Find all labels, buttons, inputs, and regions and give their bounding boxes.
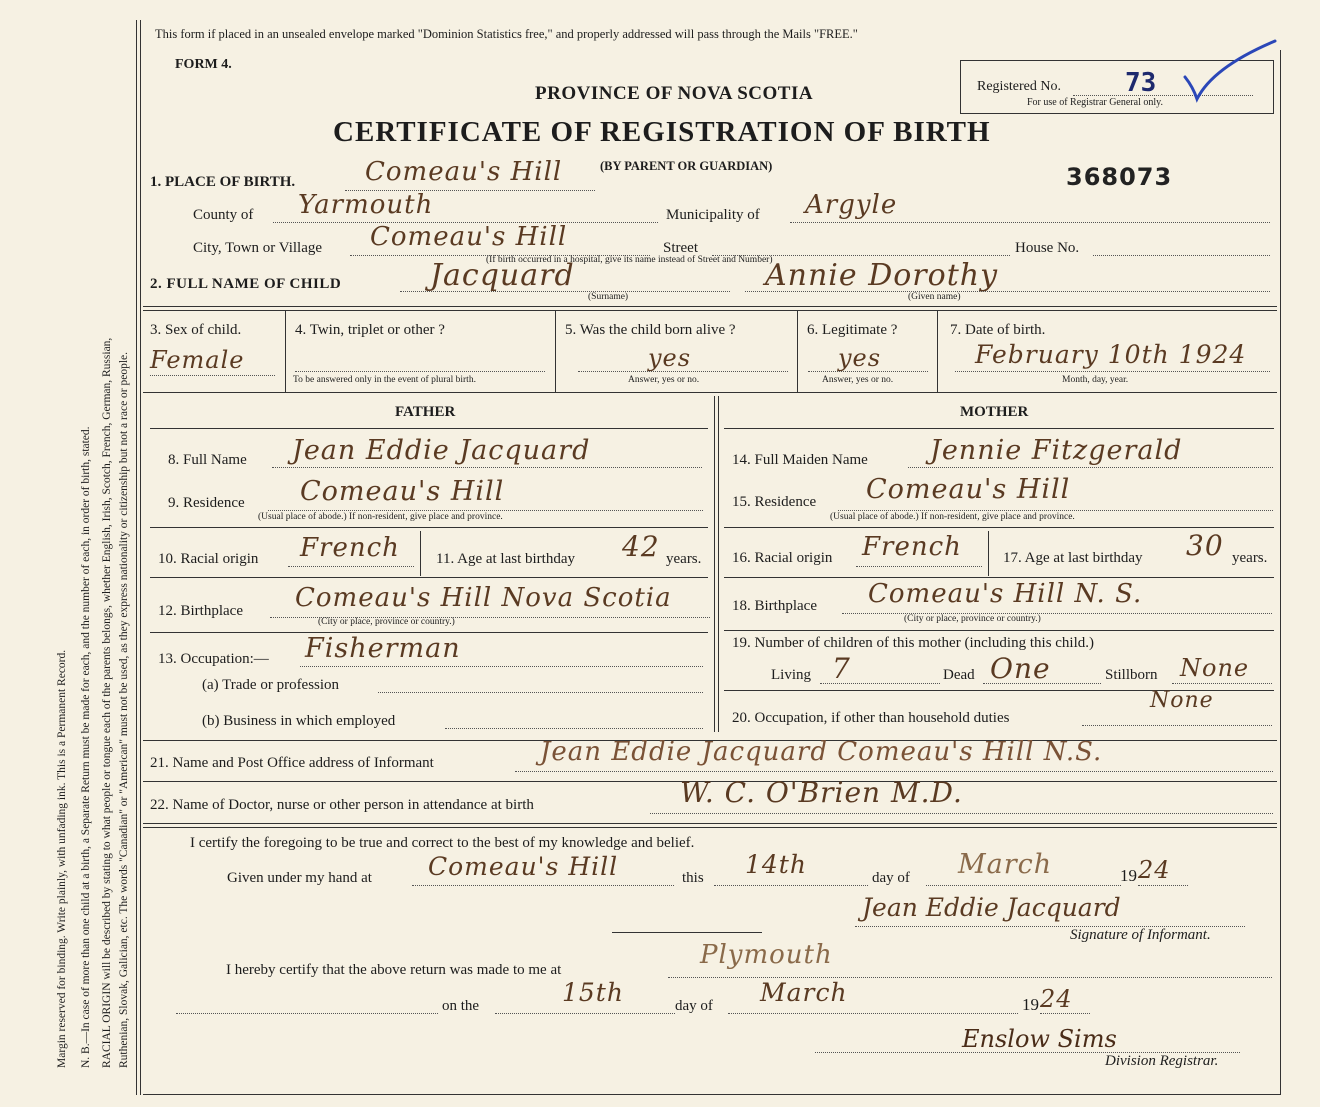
this-label: this — [682, 870, 704, 886]
binding-rule — [136, 20, 137, 1095]
margin-line-4: Ruthenian, Slovak, Galician, etc. The words "Canadian" or "American" must not be used, as they express nationality or citizenship but not a race or people. — [118, 351, 130, 1068]
mail-note: This form if placed in an unsealed envelope marked "Dominion Statistics free," and properly addressed will pass through the Mails "FREE." — [155, 27, 858, 41]
mother-residence-label: 15. Residence — [732, 494, 817, 510]
mother-birthplace-note: (City or place, province or country.) — [904, 614, 1041, 624]
city-label: City, Town or Village — [193, 240, 323, 256]
father-heading: FATHER — [395, 404, 456, 420]
certify-statement: I certify the foregoing to be true and correct to the best of my knowledge and belief. — [190, 835, 695, 851]
dead-label: Dead — [943, 667, 975, 683]
surname-note: (Surname) — [588, 292, 629, 302]
twin-label: 4. Twin, triplet or other ? — [295, 322, 445, 338]
informant-value: Jean Eddie Jacquard Comeau's Hill N.S. — [540, 737, 1103, 767]
county-label: County of — [193, 207, 254, 223]
page-title: CERTIFICATE OF REGISTRATION OF BIRTH — [333, 116, 991, 148]
business-label: (b) Business in which employed — [202, 713, 396, 729]
municipality-label: Municipality of — [666, 207, 760, 223]
registrar-place: Plymouth — [700, 940, 833, 970]
doctor-value: W. C. O'Brien M.D. — [680, 776, 963, 809]
margin-line-2: N. B.—In case of more than one child at a birth, a Separate Return must be made for each, and the number of each, in order of birth, stated. — [80, 426, 92, 1068]
registration-box — [960, 60, 1274, 114]
certify-year-prefix: 19 — [1120, 866, 1137, 885]
page-subtitle: (BY PARENT OR GUARDIAN) — [600, 159, 773, 173]
mother-birthplace: Comeau's Hill N. S. — [868, 579, 1143, 609]
margin-instructions — [0, 0, 140, 1107]
legitimate-note: Answer, yes or no. — [822, 375, 894, 385]
city-value: Comeau's Hill — [370, 222, 568, 252]
dead-value: One — [990, 652, 1051, 685]
place-value: Comeau's Hill — [365, 157, 563, 187]
father-name: Jean Eddie Jacquard — [292, 435, 591, 466]
registered-note: For use of Registrar General only. — [1027, 97, 1163, 108]
day-of-label: day of — [872, 870, 910, 886]
father-residence: Comeau's Hill — [300, 476, 505, 507]
certify-day: 14th — [745, 850, 807, 879]
certify-year: 24 — [1138, 856, 1171, 884]
certify-month: March — [958, 849, 1053, 880]
check-mark-icon — [1183, 37, 1283, 107]
given-under-label: Given under my hand at — [227, 870, 372, 886]
municipality-value: Argyle — [805, 190, 898, 220]
registrar-year: 24 — [1040, 985, 1073, 1013]
doctor-label: 22. Name of Doctor, nurse or other person in attendance at birth — [150, 797, 534, 813]
legitimate-value: yes — [838, 344, 882, 372]
father-residence-label: 9. Residence — [168, 495, 245, 511]
registrar-day-of-label: day of — [675, 998, 713, 1014]
child-given-name: Annie Dorothy — [765, 258, 999, 293]
father-residence-note: (Usual place of abode.) If non-resident, give place and province. — [258, 512, 503, 522]
dob-value: February 10th 1924 — [975, 340, 1247, 369]
stillborn-value: None — [1180, 654, 1250, 682]
mother-racial: French — [862, 532, 962, 562]
registrar-signature: Enslow Sims — [962, 1025, 1117, 1053]
form-number: FORM 4. — [175, 57, 232, 72]
certificate-number: 368073 — [1066, 163, 1173, 191]
street-note: (If birth occurred in a hospital, give its name instead of Street and Number) — [486, 255, 773, 265]
place-label: 1. PLACE OF BIRTH. — [150, 174, 296, 190]
living-label: Living — [771, 667, 811, 683]
mother-age: 30 — [1186, 529, 1224, 562]
informant-label: 21. Name and Post Office address of Informant — [150, 755, 434, 771]
registrar-signature-label: Division Registrar. — [1105, 1053, 1219, 1069]
living-value: 7 — [832, 652, 851, 685]
margin-line-3: RACIAL ORIGIN will be described by stating to what people or tongue each of the parents belongs, whether English, Irish, Scotch, French, German, Russian, — [101, 337, 113, 1068]
father-name-label: 8. Full Name — [168, 452, 247, 468]
father-birthplace: Comeau's Hill Nova Scotia — [295, 583, 672, 613]
children-label: 19. Number of children of this mother (including this child.) — [732, 635, 1095, 651]
registrar-day: 15th — [562, 978, 624, 1007]
father-birthplace-note: (City or place, province or country.) — [318, 617, 455, 627]
registrar-month: March — [760, 978, 848, 1007]
stillborn-label: Stillborn — [1105, 667, 1158, 683]
mother-name-label: 14. Full Maiden Name — [732, 452, 868, 468]
registrar-on-label: on the — [442, 998, 480, 1014]
father-age: 42 — [622, 530, 660, 563]
house-label: House No. — [1015, 240, 1080, 256]
mother-birthplace-label: 18. Birthplace — [732, 598, 817, 614]
mother-age-unit: years. — [1232, 550, 1268, 566]
mother-occupation: None — [1150, 688, 1214, 713]
father-birthplace-label: 12. Birthplace — [158, 603, 243, 619]
given-note: (Given name) — [908, 292, 961, 302]
father-racial-label: 10. Racial origin — [158, 551, 259, 567]
registered-number: 73 — [1125, 68, 1157, 98]
father-occupation-label: 13. Occupation:— — [158, 651, 269, 667]
street-label: Street — [663, 240, 698, 256]
father-age-label: 11. Age at last birthday — [436, 551, 575, 567]
county-value: Yarmouth — [298, 190, 434, 220]
dob-label: 7. Date of birth. — [950, 322, 1046, 338]
dob-note: Month, day, year. — [1062, 375, 1129, 385]
mother-residence-note: (Usual place of abode.) If non-resident, give place and province. — [830, 512, 1075, 522]
mother-residence: Comeau's Hill — [866, 474, 1071, 505]
father-occupation: Fisherman — [305, 633, 461, 664]
given-place: Comeau's Hill — [428, 852, 619, 881]
province-heading: PROVINCE OF NOVA SCOTIA — [535, 83, 814, 104]
trade-label: (a) Trade or profession — [202, 677, 340, 693]
mother-occupation-label: 20. Occupation, if other than household duties — [732, 710, 1010, 726]
sex-label: 3. Sex of child. — [150, 322, 242, 338]
alive-label: 5. Was the child born alive ? — [565, 322, 736, 338]
child-surname: Jacquard — [430, 258, 575, 293]
margin-line-1: Margin reserved for binding. Write plainly, with unfading ink. This is a Permanent Record. — [56, 649, 68, 1068]
mother-name: Jennie Fitzgerald — [930, 435, 1183, 466]
sex-value: Female — [150, 346, 245, 374]
child-name-label: 2. FULL NAME OF CHILD — [150, 276, 342, 292]
alive-value: yes — [648, 344, 692, 372]
binding-rule-inner — [140, 20, 141, 1095]
informant-signature: Jean Eddie Jacquard — [862, 893, 1121, 922]
informant-signature-label: Signature of Informant. — [1070, 927, 1211, 943]
mother-age-label: 17. Age at last birthday — [1003, 550, 1143, 566]
registered-label: Registered No. — [977, 79, 1061, 94]
registrar-statement: I hereby certify that the above return was made to me at — [226, 962, 562, 978]
legitimate-label: 6. Legitimate ? — [807, 322, 898, 338]
twin-note: To be answered only in the event of plural birth. — [293, 375, 476, 385]
registrar-year-prefix: 19 — [1022, 995, 1039, 1014]
alive-note: Answer, yes or no. — [628, 375, 700, 385]
mother-racial-label: 16. Racial origin — [732, 550, 833, 566]
father-racial: French — [300, 533, 400, 563]
father-age-unit: years. — [666, 551, 702, 567]
mother-heading: MOTHER — [960, 404, 1029, 420]
